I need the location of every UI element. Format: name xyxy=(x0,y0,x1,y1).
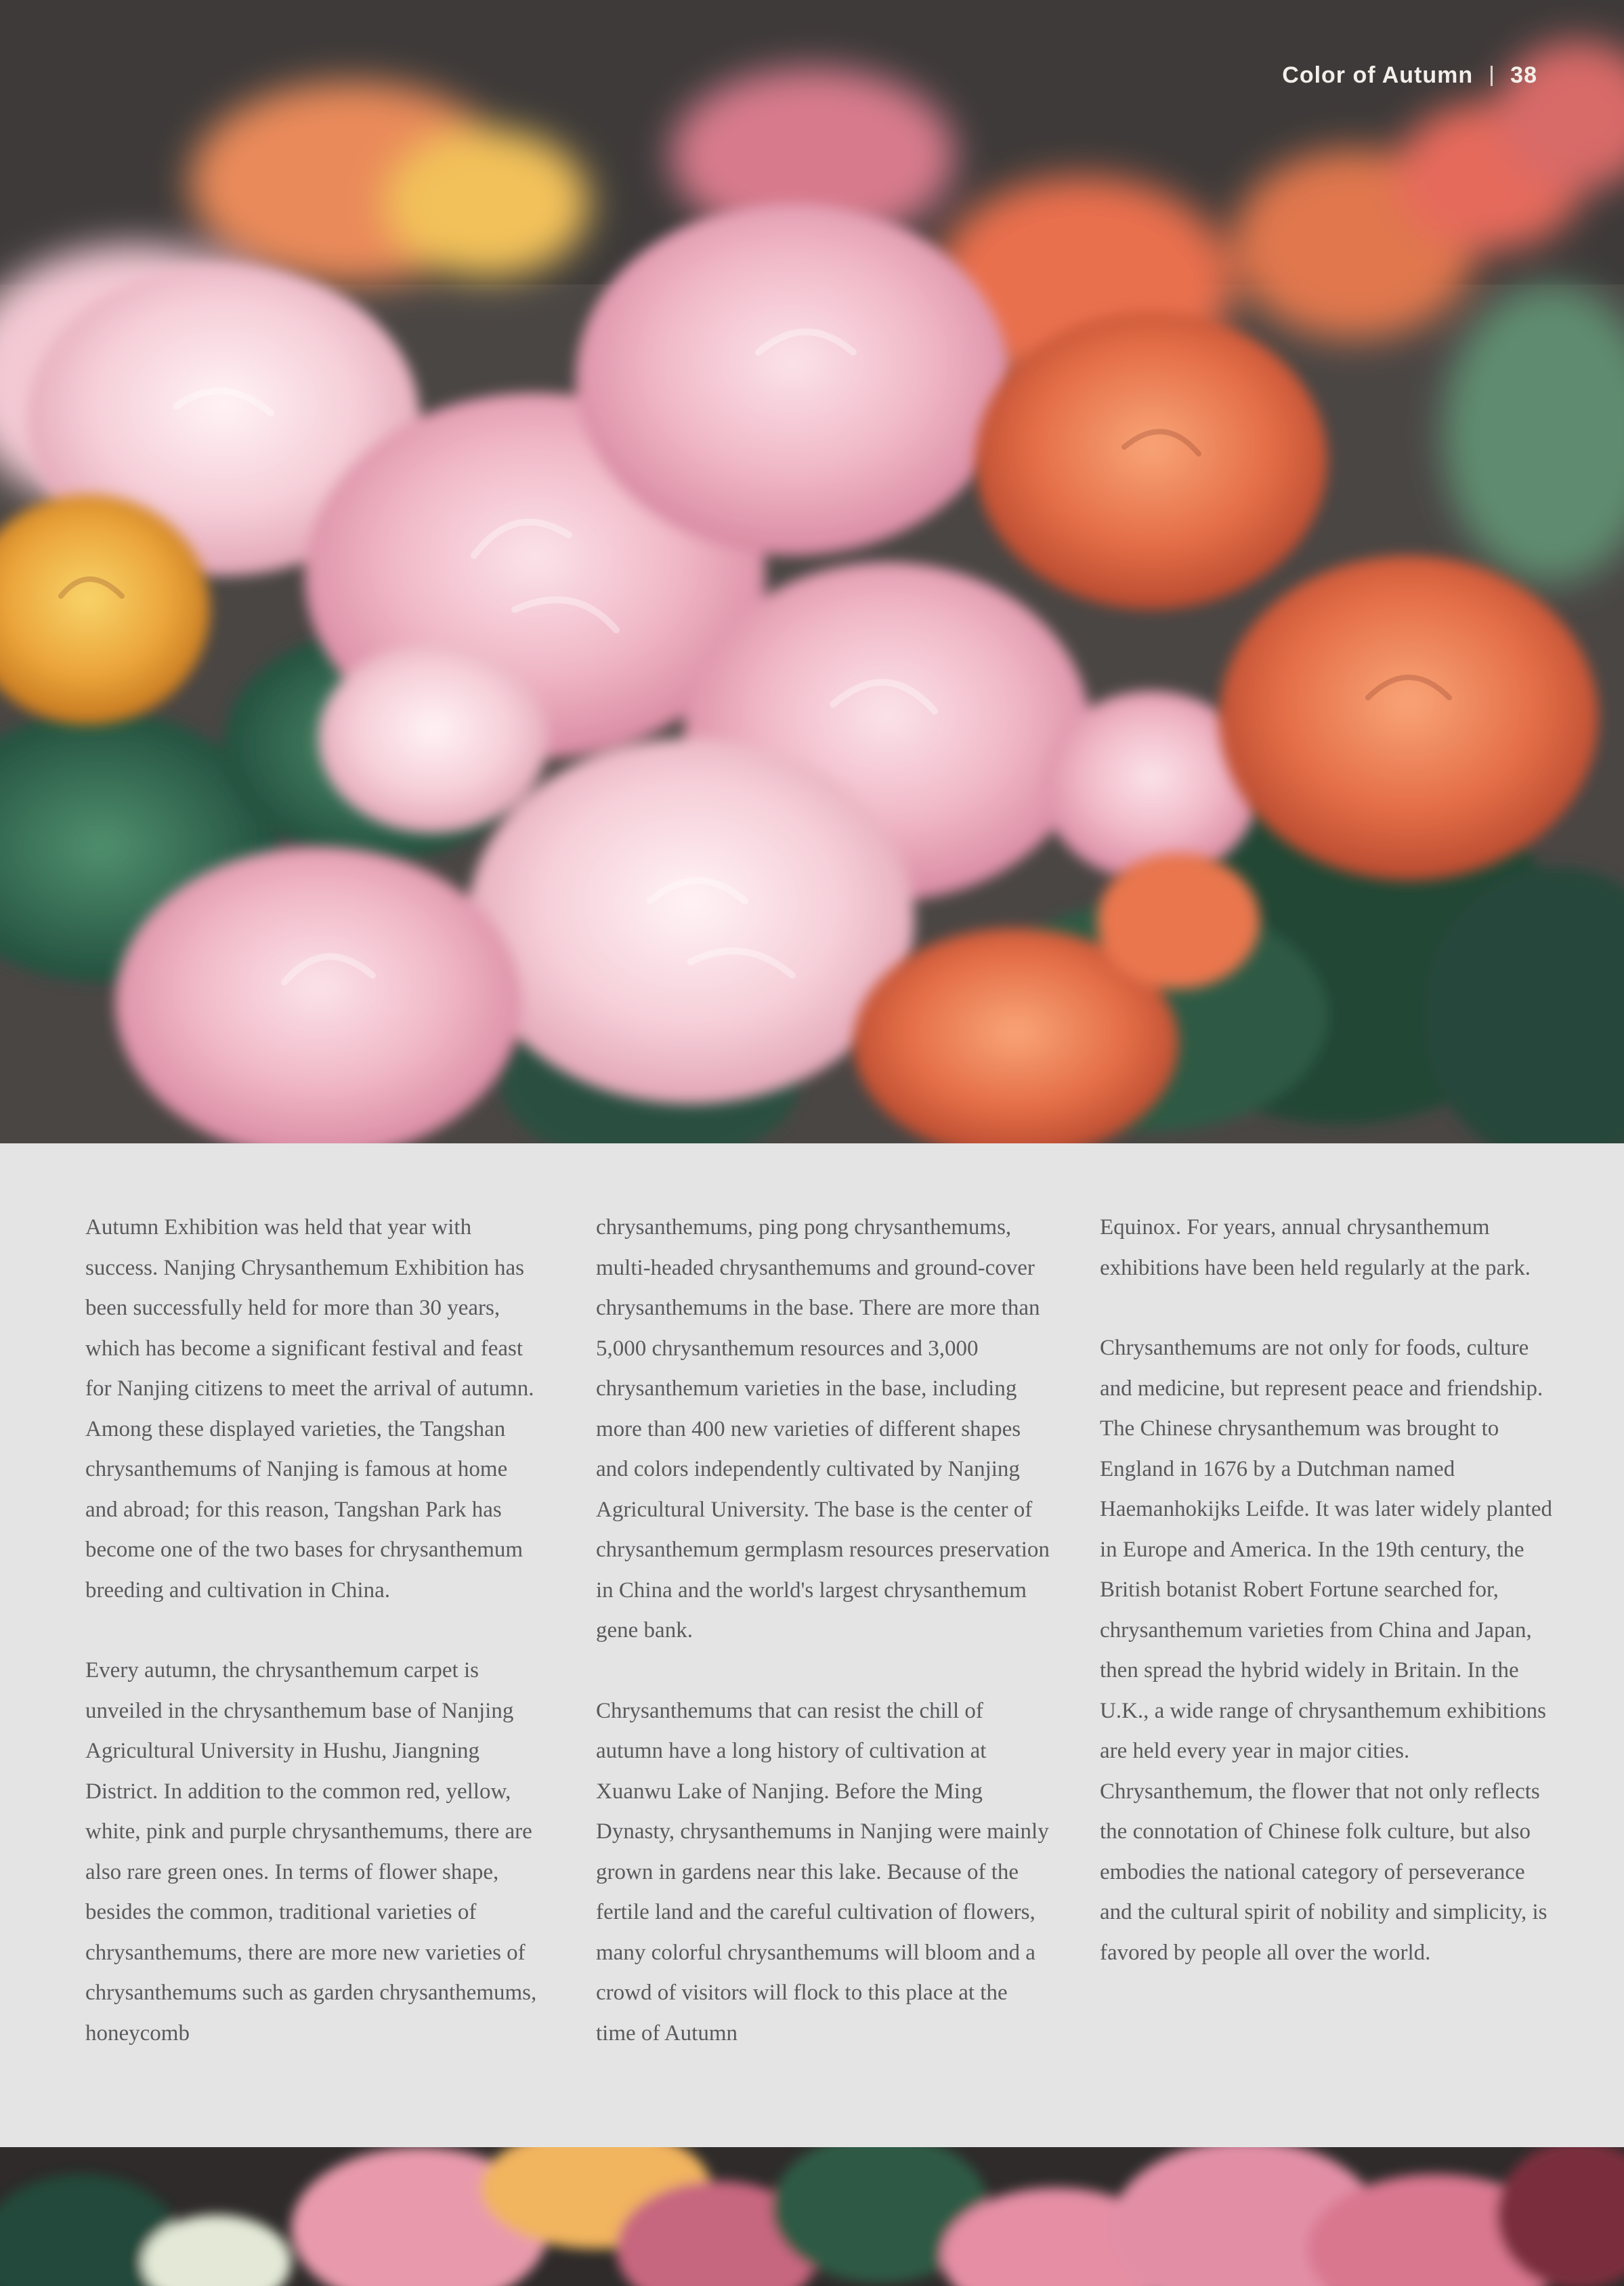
article-column-3 xyxy=(1100,1208,1554,2013)
article-text-panel xyxy=(0,1143,1624,2147)
paragraph: Chrysanthemums that can resist the chill of autumn have a long history of cultivation at Xuanwu Lake of Nanjing. Before the Ming Dynasty, chrysanthemums in Nanjing were mainly grown in gardens near this lake. Because of the fertile land and the careful cultivation of flowers, many colorful chrysanthemums will bloom and a crowd of visitors will flock to this place at the time of Autumn xyxy=(596,1698,1049,2046)
bottom-photo xyxy=(0,2147,1624,2286)
paragraph: Equinox. For years, annual chrysanthemum exhibitions have been held regularly at the park. xyxy=(1100,1215,1531,1280)
paragraph: Chrysanthemums are not only for foods, culture and medicine, but represent peace and friendship. The Chinese chrysanthemum was brought to England in 1676 by a Dutchman named Haemanhokijks Leifde. It was later widely planted in Europe and America. In the 19th century, the British botanist Robert Fortune searched for, chrysanthemum varieties from China and Japan, then spread the hybrid widely in Britain. In the U.K., a wide range of chrysanthemum exhibitions are held every year in major cities. Chrysanthemum, the flower that not only reflects the connotation of Chinese folk culture, but also embodies the national category of perseverance and the cultural spirit of nobility and simplicity, is favored by people all over the world. xyxy=(1100,1336,1553,1965)
paragraph: chrysanthemums, ping pong chrysanthemums, multi-headed chrysanthemums and ground-cover chrysanthemums in the base. There are more than 5,000 chrysanthemum resources and 3,000 chrysanthemum varieties in the base, including more than 400 new varieties of different shapes and colors independently cultivated by Nanjing Agricultural University. The base is the center of chrysanthemum germplasm resources preservation in China and the world's largest chrysanthemum gene bank. xyxy=(596,1215,1050,1643)
paragraph: Every autumn, the chrysanthemum carpet is unveiled in the chrysanthemum base of Nanjing Agricultural University in Hushu, Jiangning District. In addition to the common red, yellow, white, pink and purple chrysanthemums, there are also rare green ones. In terms of flower shape, besides the common, traditional varieties of chrysanthemums, there are more new varieties of chrysanthemums such as garden chrysanthemums, honeycomb xyxy=(85,1658,537,2046)
article-column-1 xyxy=(85,1208,539,2094)
article-column-2 xyxy=(596,1208,1050,2094)
chrysanthemum-flowers-strip-photo xyxy=(0,2147,1624,2286)
paragraph: Autumn Exhibition was held that year with success. Nanjing Chrysanthemum Exhibition has been successfully held for more than 30 years, which has become a significant festival and feast for Nanjing citizens to meet the arrival of autumn. Among these displayed varieties, the Tangshan chrysanthemums of Nanjing is famous at home and abroad; for this reason, Tangshan Park has become one of the two bases for chrysanthemum breeding and cultivation in China. xyxy=(85,1215,534,1603)
header-divider xyxy=(1491,66,1493,86)
running-header xyxy=(1282,62,1537,89)
section-title: Color of Autumn xyxy=(1282,62,1474,88)
page-number: 38 xyxy=(1510,62,1537,88)
